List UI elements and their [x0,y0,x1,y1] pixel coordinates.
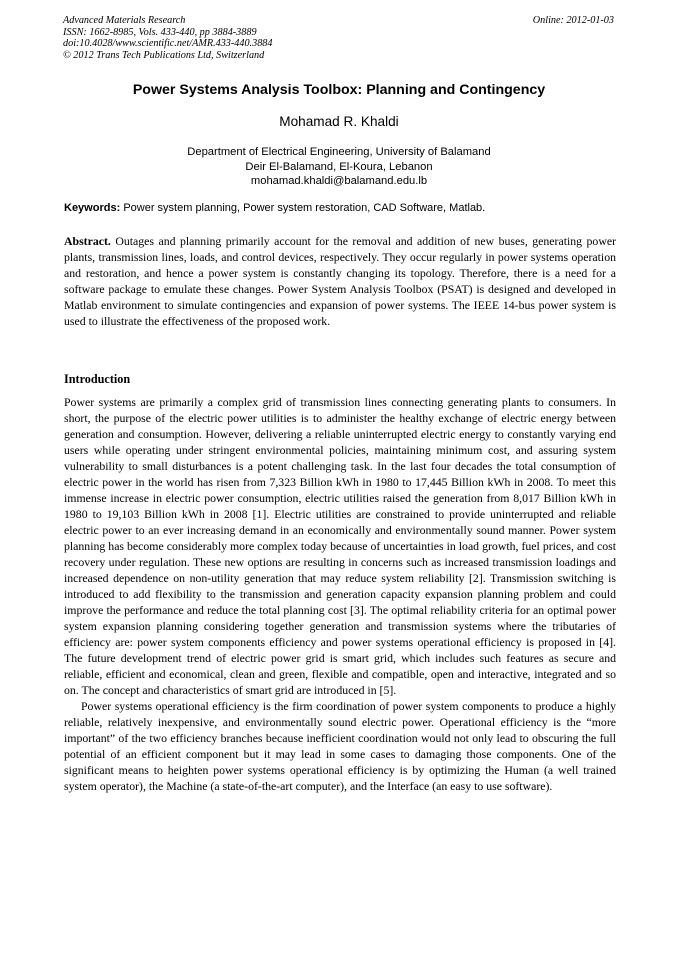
journal-name: Advanced Materials Research [63,15,186,26]
author-affiliation [0,145,678,189]
affiliation-address: Deir El-Balamand, El-Koura, Lebanon [245,160,433,173]
keywords-text: Power system planning, Power system restoration, CAD Software, Matlab. [123,202,486,214]
journal-issn: ISSN: 1662-8985, Vols. 433-440, pp 3884-3889 [63,26,257,38]
journal-header [63,15,272,61]
abstract-label: Abstract. [64,234,111,248]
paper-author: Mohamad R. Khaldi [279,114,399,129]
author-email: mohamad.khaldi@balamand.edu.lb [250,175,428,188]
abstract [64,233,616,329]
introduction-body [64,394,616,794]
journal-doi: doi:10.4028/www.scientific.net/AMR.433-440.3884 [63,38,273,50]
keywords-label: Keywords: [64,202,121,214]
keywords [64,202,616,214]
paper-title: Power Systems Analysis Toolbox: Planning and Contingency [132,82,546,98]
abstract-text: Outages and planning primarily account for the removal and addition of new buses, generating power plants, transmission lines, loads, and control devices, respectively. They occur regularly in power systems operation and restoration, and hence a power system is constantly changing its topology. Therefore, there is a need for a software package to emulate these changes. Power System Analysis Toolbox (PSAT) is designed and developed in Matlab environment to simulate contingencies and expansion of power systems. The IEEE 14-bus power system is used to illustrate the effectiveness of the proposed work. [64,234,617,328]
body-paragraph: Power systems operational efficiency is the firm coordination of power system components to produce a highly reliable, relatively inexpensive, and environmentally sound electric power. Operational efficiency is the “more important” of the two efficiency branches because inefficient coordination would not only lead to obscuring the full potential of an efficient component but it may lead in some cases to damaging those components. One of the significant means to heighten power systems operational efficiency is by optimizing the Human (a well trained system operator), the Machine (a state-of-the-art computer), and the Interface (an easy to use software). [64,699,616,793]
section-heading-introduction: Introduction [64,372,131,386]
online-date: Online: 2012-01-03 [532,15,614,26]
affiliation-department: Department of Electrical Engineering, University of Balamand [187,146,491,158]
body-paragraph: Power systems are primarily a complex grid of transmission lines connecting generating plants to consumers. In short, the purpose of the electric power utilities is to administer the healthy exchange of electric energy between generation and consumption. However, delivering a reliable uninterrupted electric energy to constantly varying end users while operating under stringent environmental policies, maintaining minimum cost, and assuring system vulnerability to small disturbances is a potent challenging task. In the last four decades the total consumption of electric power in the world has risen from 7,323 Billion kWh in 1980 to 17,445 Billion kWh in 2008. To meet this immense increase in electric power consumption, electric utilities raised the generation from 8,017 Billion kWh in 1980 to 19,103 Billion kWh in 2008 [1]. Electric utilities are constrained to provide uninterrupted and reliable electric power to an ever increasing demand in an economically and environmentally sound manner. Power system planning has become considerably more complex today because of uncertainties in load growth, fuel prices, and cost recovery under regulation. These new options are resulting in concerns such as increased transmission loadings and increased dependence on non-utility generation that may reduce system reliability [2]. Transmission switching is introduced to add flexibility to the transmission and generation capacity expansion planning problem and could improve the performance and reduce the total planning cost [3]. The optimal reliability criteria for an optimal power system expansion planning considering together generation and transmission systems where the tributaries of efficiency are: power system components efficiency and power systems operational efficiency is proposed in [4]. The future development trend of electric power grid is smart grid, which includes such features as secure and reliable, efficient and economical, clean and green, flexible and compatible, open and interactive, integrated and so on. The concept and characteristics of smart grid are introduced in [5]. [64,395,616,697]
journal-copyright: © 2012 Trans Tech Publications Ltd, Switzerland [63,49,265,61]
